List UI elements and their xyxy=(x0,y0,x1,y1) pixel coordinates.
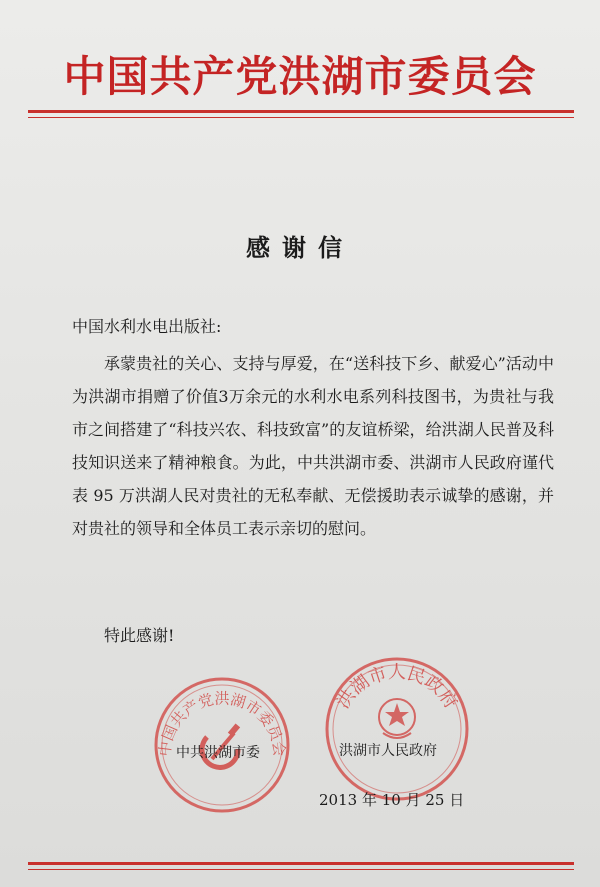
letter-date: 2013 年 10 月 25 日 xyxy=(319,791,465,809)
closing-line: 特此感谢! xyxy=(104,626,175,645)
footer-rule-thick xyxy=(28,862,574,865)
national-emblem-icon xyxy=(379,699,415,738)
signer-government: 洪湖市人民政府 xyxy=(339,743,437,759)
svg-text:中国共产党洪湖市委员会: 中国共产党洪湖市委员会 xyxy=(155,689,289,758)
document-title: 感谢信 xyxy=(246,233,354,262)
letter-body: 承蒙贵社的关心、支持与厚爱，在“送科技下乡、献爱心”活动中为洪湖市捐赠了价值3万余元的水利水电系列科技图书，为贵社与我市之间搭建了“科技兴农、科技致富”的友谊桥梁，给洪湖人民普及科技知识送来了精神粮食。为此，中共洪湖市委、洪湖市人民政府谨代表 95 万洪湖人民对贵社的无私奉献、无偿援助表示诚挚的感谢，并对贵社的领导和全体员工表示亲切的慰问。 xyxy=(72,354,554,538)
letterhead-title: 中国共产党洪湖市委员会 xyxy=(63,52,537,101)
svg-text:洪湖市人民政府: 洪湖市人民政府 xyxy=(332,662,462,713)
government-seal xyxy=(323,655,471,803)
salutation: 中国水利水电出版社: xyxy=(72,317,222,336)
footer-rule-thin xyxy=(28,869,574,870)
signer-party-committee: 中共洪湖市委 xyxy=(176,745,260,761)
letterhead-rule-thick xyxy=(28,110,574,113)
letterhead-rule-thin xyxy=(28,117,574,118)
